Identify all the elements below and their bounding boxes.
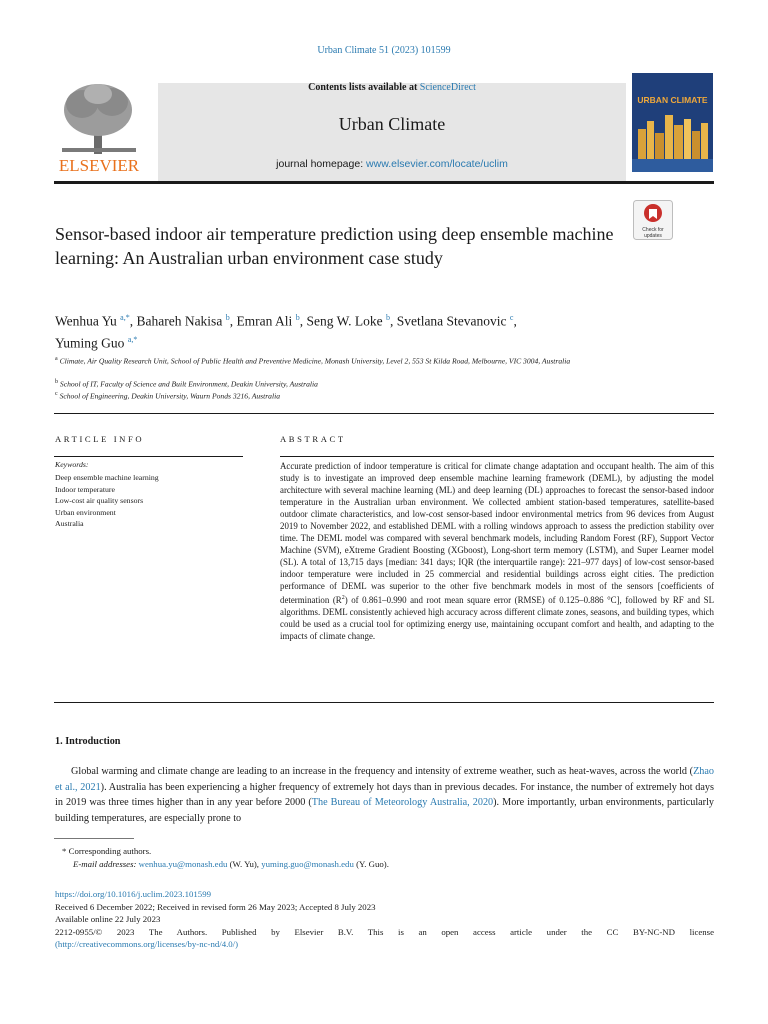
- svg-text:ELSEVIER: ELSEVIER: [58, 156, 140, 175]
- elsevier-logo[interactable]: [52, 80, 146, 176]
- svg-text:updates: updates: [644, 233, 662, 239]
- author-name[interactable]: Emran Ali: [236, 313, 293, 329]
- keyword-item: Australia: [55, 519, 84, 529]
- contents-prefix: Contents lists available at: [308, 82, 418, 93]
- publication-info: [55, 888, 714, 951]
- author-name[interactable]: Svetlana Stevanovic: [396, 313, 507, 329]
- header-rule: [54, 181, 714, 184]
- doi-link[interactable]: https://doi.org/10.1016/j.uclim.2023.101599: [55, 889, 211, 899]
- citation-link[interactable]: Zhao et al., 2021: [55, 766, 714, 793]
- citation-link[interactable]: The Bureau of Meteorology Australia, 2020: [311, 797, 494, 809]
- author-affiliation-mark[interactable]: c: [509, 313, 514, 322]
- footnote-rule: [54, 838, 134, 839]
- author-affiliation-mark[interactable]: b: [295, 313, 300, 322]
- abstract-text: Accurate prediction of indoor temperature is critical for climate change adaptation and occupant health. The aim of this study is to investigate an improved deep ensemble machine learning framework (DEML), by adjusting the model architecture with several machine learning (ML) and deep learning (DL) approaches to forecast the sensor-based indoor temperature in the Australian urban environment. We collected ambient station-based temperatures, satellite-based outdoor climate characteristics, and low-cost sensor-based indoor environmental metrics from 96 devices from August 2019 to November 2022, and established DEML with a rolling windows approach to assess the prediction stability over time. The DEML model was compared with several benchmark models, including Random Forest (RF), Support Vector Machine (SVM), eXtreme Gradient Boosting (XGboost), Long-short term memory (LSTM), and Super Learner model (SL). A total of 13,715 days [median: 341 days; IQR (the interquartile range): 221–977 days] of low-cost sensor-based indoor temperature were included in 25 commercial and residential buildings across eight cities. The prediction performance of DEML was superior to the other five benchmark models in most of the sensors [coefficients of determination $(R^2)$ of 0.861–0.990 and root mean square error (RMSE) of 0.125–0.886 °C], followed by RF and SL algorithms. DEML consistently achieved high accuracy across different climate zones, seasons, and building types, which could be used as a crucial tool for optimizing energy use, maintaining occupant comfort and health, and adapting to the impacts of climate change.: [280, 461, 714, 642]
- sciencedirect-link[interactable]: ScienceDirect: [419, 82, 476, 93]
- article-title: Sensor-based indoor air temperature prediction using deep ensemble machine learning: An Australian urban environment case study: [55, 224, 614, 268]
- abstract-rule: [280, 456, 714, 457]
- author-name[interactable]: Yuming Guo: [55, 335, 125, 350]
- elsevier-tree-icon: [52, 80, 146, 176]
- article-info-heading: ARTICLE INFO: [55, 434, 145, 444]
- author-name[interactable]: Wenhua Yu: [55, 313, 117, 329]
- license-text: 2212-0955/© 2023 The Authors. Published by Elsevier B.V. This is an open access article under the CC BY-NC-ND license: [55, 926, 714, 937]
- check-updates-icon: [633, 200, 673, 240]
- footnote-star: *: [62, 846, 69, 856]
- keywords-label: Keywords:: [55, 460, 89, 469]
- abstract-bottom-rule: [54, 702, 714, 703]
- corresponding-footnote: * Corresponding authors.: [62, 846, 152, 856]
- email-link[interactable]: wenhua.yu@monash.edu: [138, 859, 228, 869]
- author-affiliation-mark[interactable]: b: [385, 313, 390, 322]
- email-footnote: E-mail addresses: wenhua.yu@monash.edu (W. Yu), yuming.guo@monash.edu (Y. Guo).: [73, 859, 389, 869]
- license-link[interactable]: (http://creativecommons.org/licenses/by-nc-nd/4.0/): [55, 939, 239, 950]
- email-link[interactable]: yuming.guo@monash.edu: [261, 859, 354, 869]
- affiliation-b: $^b$ School of IT, Faculty of Science and Built Environment, Deakin University, Australia: [55, 379, 318, 389]
- author-affiliation-mark[interactable]: a,*: [120, 313, 130, 322]
- homepage-prefix: journal homepage:: [276, 158, 364, 170]
- author-list: Wenhua Yu $^{a,*}$, Bahareh Nakisa $^b$, Emran Ali $^b$, Seng W. Loke $^b$, Svetlana Stevanovic $^c$, Yuming Guo $^{a,*}$: [55, 313, 517, 350]
- keyword-item: Deep ensemble machine learning: [55, 473, 159, 482]
- author-affiliation-mark[interactable]: b: [225, 313, 230, 322]
- contents-line: [158, 82, 626, 93]
- available-online: Available online 22 July 2023: [55, 914, 161, 925]
- journal-homepage-line: [158, 158, 626, 170]
- keyword-item: Low-cost air quality sensors: [55, 496, 144, 506]
- affiliation-c: $^c$ School of Engineering, Deakin University, Waurn Ponds 3216, Australia: [55, 391, 280, 401]
- keyword-item: Indoor temperature: [55, 484, 115, 494]
- affiliation-a: $^a$ Climate, Air Quality Research Unit, School of Public Health and Preventive Medicine, Monash University, Level 2, 553 St Kilda Road, Melbourne, VIC 3004, Australia: [55, 356, 571, 366]
- author-affiliation-mark[interactable]: a,*: [127, 334, 138, 344]
- journal-cover-image[interactable]: [632, 73, 713, 172]
- abstract-heading: ABSTRACT: [280, 434, 346, 444]
- received-dates: Received 6 December 2022; Received in revised form 26 May 2023; Accepted 8 July 2023: [55, 901, 376, 912]
- affiliation-rule: [54, 413, 714, 414]
- journal-name: Urban Climate: [338, 114, 446, 134]
- homepage-link[interactable]: www.elsevier.com/locate/uclim: [366, 158, 508, 170]
- keyword-item: Urban environment: [55, 507, 116, 517]
- section-heading-introduction: 1. Introduction: [55, 736, 121, 747]
- introduction-paragraph: Global warming and climate change are leading to an increase in the frequency and intensity of extreme weather, such as heat-waves, across the world (Zhao et al., 2021). Australia has been experiencing a higher frequency of extremely hot days than in previous decades. For instance, the number of extremely hot days in 2019 was three times higher than in any year before 2000 (The Bureau of Meteorology Australia, 2020). More importantly, urban environments, particularly building temperatures, are especially prone to: [55, 766, 714, 824]
- keywords-list: [55, 472, 255, 530]
- svg-text:Check for: Check for: [642, 227, 664, 233]
- journal-reference[interactable]: Urban Climate 51 (2023) 101599: [317, 45, 451, 56]
- city-skyline-cover-icon: [632, 73, 713, 172]
- author-name[interactable]: Bahareh Nakisa: [136, 313, 223, 329]
- svg-text:URBAN CLIMATE: URBAN CLIMATE: [637, 95, 708, 105]
- check-for-updates-badge[interactable]: [633, 200, 673, 240]
- article-info-rule: [54, 456, 243, 457]
- author-name[interactable]: Seng W. Loke: [306, 313, 383, 329]
